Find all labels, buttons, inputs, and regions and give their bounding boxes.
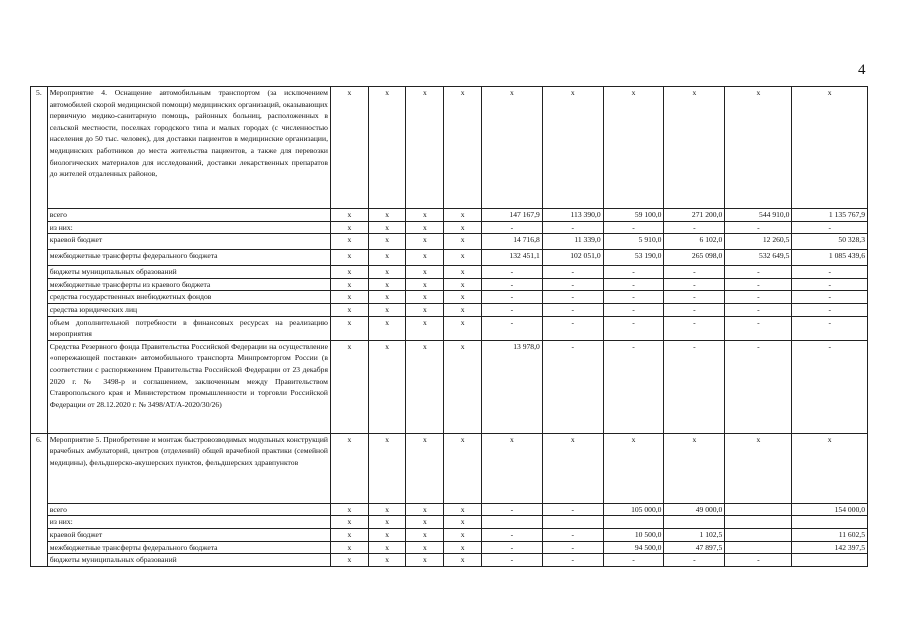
table-cell: 59 100,0 bbox=[603, 209, 664, 222]
table-cell: - bbox=[481, 221, 542, 234]
table-cell: x bbox=[406, 87, 444, 209]
table-cell: x bbox=[444, 541, 482, 554]
table-cell: - bbox=[481, 303, 542, 316]
table-cell bbox=[481, 516, 542, 529]
table-cell: x bbox=[406, 221, 444, 234]
table-cell: 6 102,0 bbox=[664, 234, 725, 250]
table-cell: - bbox=[603, 303, 664, 316]
table-cell: - bbox=[725, 291, 792, 304]
table-cell: - bbox=[664, 303, 725, 316]
table-cell: - bbox=[664, 266, 725, 279]
row-label: межбюджетные трансферты федерального бюджета bbox=[47, 541, 330, 554]
table-cell: - bbox=[603, 340, 664, 433]
table-cell: x bbox=[444, 87, 482, 209]
table-cell: x bbox=[368, 209, 406, 222]
table-cell: x bbox=[542, 87, 603, 209]
table-cell: x bbox=[368, 516, 406, 529]
table-cell: x bbox=[406, 433, 444, 503]
section-number: 5. bbox=[31, 87, 48, 434]
table-cell: x bbox=[406, 291, 444, 304]
row-label: из них: bbox=[47, 221, 330, 234]
table-cell: x bbox=[368, 250, 406, 266]
table-cell: - bbox=[603, 554, 664, 567]
table-cell: x bbox=[481, 433, 542, 503]
row-label: межбюджетные трансферты федерального бюджета bbox=[47, 250, 330, 266]
table-row bbox=[31, 316, 868, 340]
table-cell: x bbox=[406, 278, 444, 291]
row-label: Средства Резервного фонда Правительства Российской Федерации на осуществление «опережающей поставки» автомобильного транспорта Минпромторгом России (в соответствии с распоряжением Правительства Российской Федерации от 23 декабря 2020 г. № 3498-р и соглашением, заключенным между Правительством Ставропольского края и Министерством промышленности и торговли Российской Федерации от 28.12.2020 г. № 3498/АТ/А-2020/30/26) bbox=[47, 340, 330, 433]
table-cell: 11 602,5 bbox=[792, 528, 868, 541]
table-cell: x bbox=[792, 87, 868, 209]
table-cell bbox=[542, 516, 603, 529]
table-cell: - bbox=[792, 340, 868, 433]
table-row bbox=[31, 554, 868, 567]
table-cell: x bbox=[330, 209, 368, 222]
table-cell: - bbox=[481, 266, 542, 279]
table-cell: x bbox=[406, 303, 444, 316]
table-cell: x bbox=[444, 250, 482, 266]
table-cell: x bbox=[444, 221, 482, 234]
table-body bbox=[31, 87, 868, 567]
table-cell: - bbox=[792, 316, 868, 340]
table-cell: x bbox=[664, 433, 725, 503]
table-cell: - bbox=[481, 554, 542, 567]
table-cell: 1 085 439,6 bbox=[792, 250, 868, 266]
table-cell: - bbox=[542, 554, 603, 567]
table-cell: - bbox=[664, 316, 725, 340]
table-cell: - bbox=[664, 278, 725, 291]
table-cell: 10 500,0 bbox=[603, 528, 664, 541]
table-cell: - bbox=[664, 291, 725, 304]
table-cell: - bbox=[603, 266, 664, 279]
table-cell: x bbox=[444, 209, 482, 222]
table-cell: x bbox=[406, 316, 444, 340]
table-cell: - bbox=[725, 554, 792, 567]
table-cell: x bbox=[444, 433, 482, 503]
table-cell: - bbox=[481, 528, 542, 541]
table-cell: x bbox=[444, 278, 482, 291]
table-cell: x bbox=[330, 87, 368, 209]
section-number: 6. bbox=[31, 433, 48, 566]
table-cell: - bbox=[792, 278, 868, 291]
table-row bbox=[31, 221, 868, 234]
table-cell: x bbox=[330, 340, 368, 433]
table-cell: x bbox=[330, 554, 368, 567]
table-cell: - bbox=[481, 541, 542, 554]
table-cell: x bbox=[330, 278, 368, 291]
table-cell: - bbox=[725, 316, 792, 340]
table-cell: x bbox=[368, 528, 406, 541]
table-cell: x bbox=[444, 291, 482, 304]
table-cell: x bbox=[603, 433, 664, 503]
table-cell: x bbox=[444, 266, 482, 279]
table-cell: - bbox=[664, 221, 725, 234]
table-cell: x bbox=[444, 516, 482, 529]
table-cell: - bbox=[725, 266, 792, 279]
table-cell: 154 000,0 bbox=[792, 503, 868, 516]
table-cell: - bbox=[542, 303, 603, 316]
table-cell bbox=[725, 503, 792, 516]
table-cell: x bbox=[330, 316, 368, 340]
row-label: бюджеты муниципальных образований bbox=[47, 266, 330, 279]
table-cell: x bbox=[725, 433, 792, 503]
table-cell: - bbox=[542, 291, 603, 304]
table-row bbox=[31, 303, 868, 316]
table-cell bbox=[725, 528, 792, 541]
table-cell: x bbox=[406, 516, 444, 529]
table-cell: x bbox=[444, 340, 482, 433]
row-label: средства юридических лиц bbox=[47, 303, 330, 316]
table-cell: 50 328,3 bbox=[792, 234, 868, 250]
table-cell: - bbox=[664, 554, 725, 567]
table-cell: - bbox=[542, 340, 603, 433]
table-cell: - bbox=[792, 221, 868, 234]
table-cell: - bbox=[542, 221, 603, 234]
table-cell: 5 910,0 bbox=[603, 234, 664, 250]
table-cell: x bbox=[444, 303, 482, 316]
table-cell: 271 200,0 bbox=[664, 209, 725, 222]
table-cell: - bbox=[792, 303, 868, 316]
table-cell: x bbox=[444, 234, 482, 250]
table-cell: x bbox=[330, 528, 368, 541]
table-cell: x bbox=[406, 250, 444, 266]
table-cell: 265 098,0 bbox=[664, 250, 725, 266]
table-cell: 147 167,9 bbox=[481, 209, 542, 222]
section-title-row bbox=[31, 87, 868, 209]
table-row bbox=[31, 528, 868, 541]
row-label: объем дополнительной потребности в финансовых ресурсах на реализацию мероприятия bbox=[47, 316, 330, 340]
table-row bbox=[31, 291, 868, 304]
table-cell: x bbox=[330, 291, 368, 304]
table-cell: x bbox=[368, 433, 406, 503]
table-cell: x bbox=[330, 503, 368, 516]
table-cell: - bbox=[481, 316, 542, 340]
table-cell bbox=[725, 541, 792, 554]
table-cell: x bbox=[406, 528, 444, 541]
table-cell: 1 102,5 bbox=[664, 528, 725, 541]
table-cell: - bbox=[603, 316, 664, 340]
table-cell: - bbox=[542, 278, 603, 291]
table-cell: - bbox=[542, 503, 603, 516]
table-cell bbox=[664, 516, 725, 529]
row-label: межбюджетные трансферты из краевого бюджета bbox=[47, 278, 330, 291]
table-cell: 53 190,0 bbox=[603, 250, 664, 266]
row-label: всего bbox=[47, 209, 330, 222]
table-cell: x bbox=[406, 209, 444, 222]
table-row bbox=[31, 266, 868, 279]
table-cell: x bbox=[368, 541, 406, 554]
table-cell: x bbox=[368, 278, 406, 291]
table-cell: x bbox=[368, 291, 406, 304]
table-cell: x bbox=[406, 340, 444, 433]
table-cell: x bbox=[330, 250, 368, 266]
table-cell: - bbox=[603, 278, 664, 291]
table-cell: - bbox=[542, 528, 603, 541]
row-label: краевой бюджет bbox=[47, 528, 330, 541]
table-cell: x bbox=[330, 516, 368, 529]
table-cell: x bbox=[368, 221, 406, 234]
table-cell: - bbox=[542, 316, 603, 340]
table-row bbox=[31, 250, 868, 266]
row-label: из них: bbox=[47, 516, 330, 529]
table-cell: 142 397,5 bbox=[792, 541, 868, 554]
table-cell: 132 451,1 bbox=[481, 250, 542, 266]
table-cell: x bbox=[330, 433, 368, 503]
table-cell bbox=[725, 516, 792, 529]
table-cell: x bbox=[406, 503, 444, 516]
row-label: бюджеты муниципальных образований bbox=[47, 554, 330, 567]
page-number: 4 bbox=[858, 62, 866, 78]
table-cell: 532 649,5 bbox=[725, 250, 792, 266]
table-cell bbox=[603, 516, 664, 529]
table-cell: 13 978,0 bbox=[481, 340, 542, 433]
table-cell: x bbox=[444, 503, 482, 516]
table-cell: x bbox=[481, 87, 542, 209]
table-cell: x bbox=[368, 303, 406, 316]
table-cell bbox=[792, 554, 868, 567]
table-cell: 14 716,8 bbox=[481, 234, 542, 250]
table-cell: x bbox=[406, 541, 444, 554]
table-cell: x bbox=[368, 554, 406, 567]
table-cell: - bbox=[725, 303, 792, 316]
table-cell: - bbox=[481, 291, 542, 304]
table-cell: - bbox=[725, 340, 792, 433]
table-cell: x bbox=[330, 234, 368, 250]
table-cell: 544 910,0 bbox=[725, 209, 792, 222]
table-cell: - bbox=[725, 278, 792, 291]
table-cell: x bbox=[664, 87, 725, 209]
table-cell: 113 390,0 bbox=[542, 209, 603, 222]
finance-table bbox=[30, 86, 868, 567]
table-cell: 47 897,5 bbox=[664, 541, 725, 554]
table-cell: x bbox=[406, 266, 444, 279]
table-cell: x bbox=[792, 433, 868, 503]
table-cell: x bbox=[368, 87, 406, 209]
table-cell: - bbox=[542, 266, 603, 279]
section-title: Мероприятие 4. Оснащение автомобильным транспортом (за исключением автомобилей скорой медицинской помощи) медицинских организаций, оказывающих первичную медико-санитарную помощь, районных больниц, расположенных в сельской местности, поселках городского типа и малых городах (с численностью населения до 50 тыс. человек), для доставки пациентов в медицинские организации, медицинских работников до места жительства пациентов, а также для перевозки биологических материалов для исследований, доставки лекарственных препаратов до жителей отдаленных районов, bbox=[47, 87, 330, 209]
table-cell: - bbox=[542, 541, 603, 554]
table-cell: 12 260,5 bbox=[725, 234, 792, 250]
table-cell: - bbox=[792, 266, 868, 279]
table-cell: x bbox=[330, 303, 368, 316]
table-cell: x bbox=[330, 541, 368, 554]
table-cell: 102 051,0 bbox=[542, 250, 603, 266]
row-label: краевой бюджет bbox=[47, 234, 330, 250]
table-cell: x bbox=[406, 234, 444, 250]
table-cell: x bbox=[444, 554, 482, 567]
table-cell: x bbox=[542, 433, 603, 503]
table-cell: 11 339,0 bbox=[542, 234, 603, 250]
table-cell: x bbox=[330, 266, 368, 279]
table-cell: x bbox=[368, 316, 406, 340]
table-row bbox=[31, 503, 868, 516]
table-cell: x bbox=[725, 87, 792, 209]
table-row bbox=[31, 234, 868, 250]
table-cell: - bbox=[725, 221, 792, 234]
table-row bbox=[31, 278, 868, 291]
table-cell: 94 500,0 bbox=[603, 541, 664, 554]
table-cell: 1 135 767,9 bbox=[792, 209, 868, 222]
table-cell: x bbox=[406, 554, 444, 567]
row-label: средства государственных внебюджетных фондов bbox=[47, 291, 330, 304]
table-cell: x bbox=[368, 340, 406, 433]
table-row bbox=[31, 209, 868, 222]
table-cell: 49 000,0 bbox=[664, 503, 725, 516]
table-cell: - bbox=[481, 278, 542, 291]
table-cell: - bbox=[792, 291, 868, 304]
section-title-row bbox=[31, 433, 868, 503]
table-cell bbox=[792, 516, 868, 529]
table-cell: - bbox=[603, 221, 664, 234]
table-cell: x bbox=[368, 503, 406, 516]
table-cell: - bbox=[603, 291, 664, 304]
table-cell: x bbox=[603, 87, 664, 209]
table-row bbox=[31, 516, 868, 529]
table-cell: x bbox=[330, 221, 368, 234]
table-cell: - bbox=[481, 503, 542, 516]
table-cell: x bbox=[444, 316, 482, 340]
table-cell: x bbox=[368, 234, 406, 250]
table-row bbox=[31, 541, 868, 554]
table-cell: - bbox=[664, 340, 725, 433]
table-cell: x bbox=[368, 266, 406, 279]
table-row bbox=[31, 340, 868, 433]
table-cell: x bbox=[444, 528, 482, 541]
table-cell: 105 000,0 bbox=[603, 503, 664, 516]
row-label: всего bbox=[47, 503, 330, 516]
section-title: Мероприятие 5. Приобретение и монтаж быстровозводимых модульных конструкций врачебных амбулаторий, центров (отделений) общей врачебной практики (семейной медицины), фельдшерско-акушерских пунктов, фельдшерских здравпунктов bbox=[47, 433, 330, 503]
